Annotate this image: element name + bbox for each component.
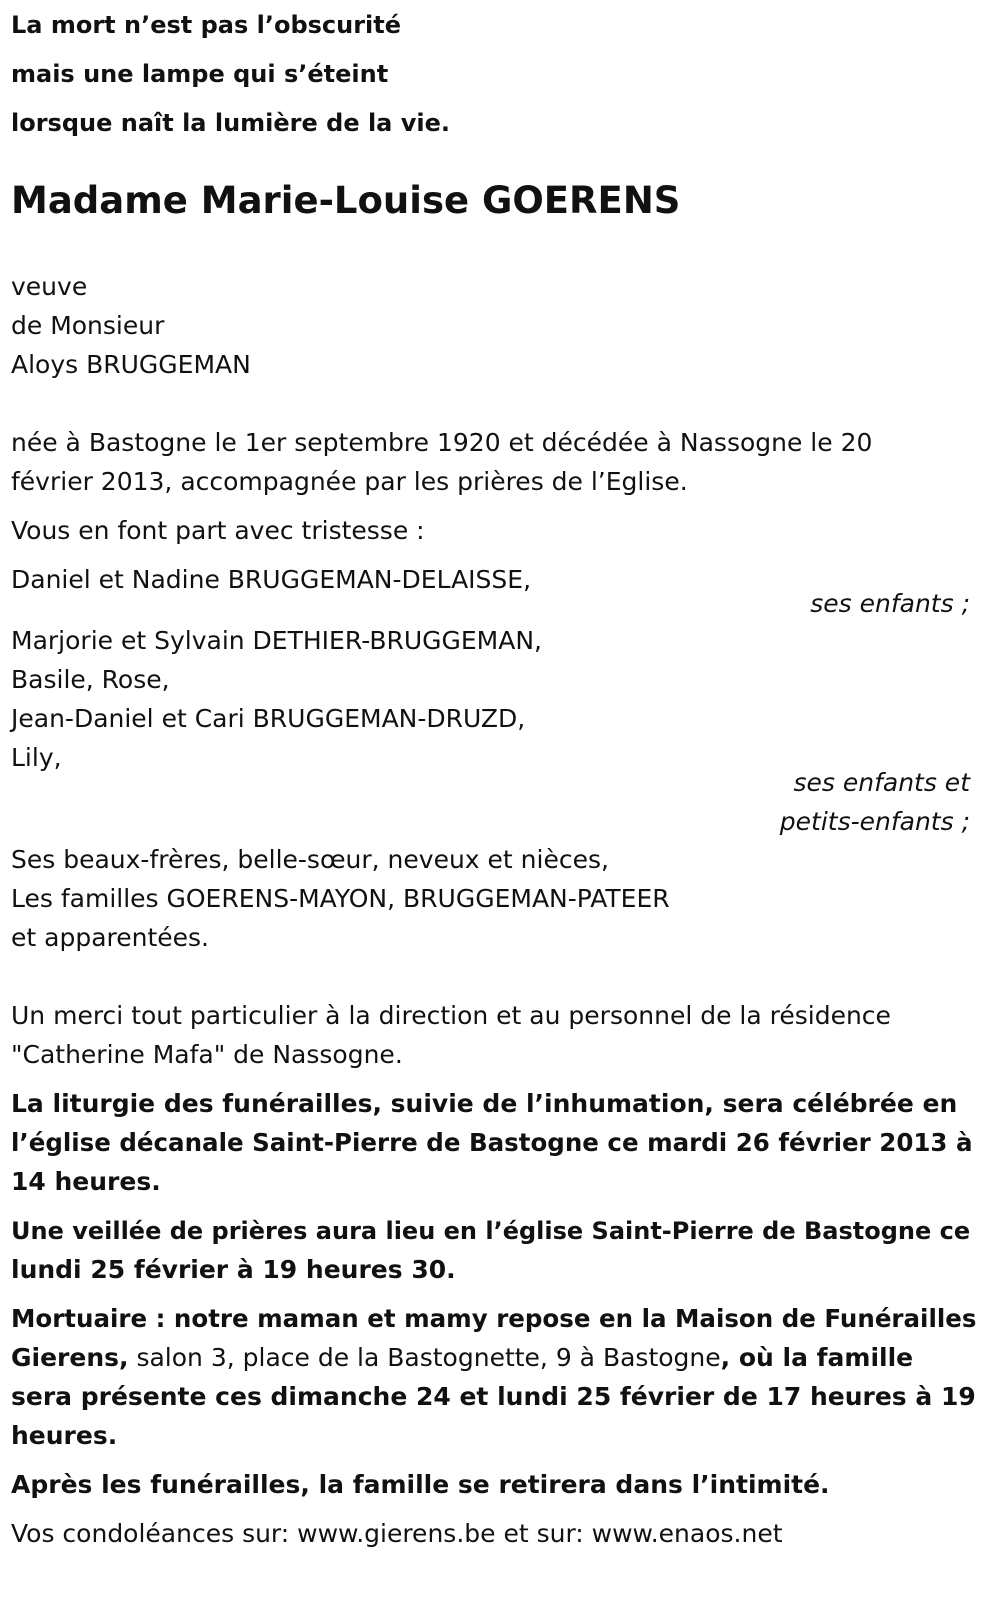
children-2-role-line-1: ses enfants et bbox=[793, 768, 970, 797]
thanks-line-2: "Catherine Mafa" de Nassogne. bbox=[11, 1040, 403, 1069]
mortuary-line-4: heures. bbox=[11, 1421, 118, 1450]
family-line-3: et apparentées. bbox=[11, 923, 209, 952]
mortuary-line-3: sera présente ces dimanche 24 et lundi 25 février de 17 heures à 19 bbox=[11, 1382, 976, 1411]
announcement: Vous en font part avec tristesse : bbox=[11, 516, 425, 545]
condolences-line: Vos condoléances sur: www.gierens.be et sur: www.enaos.net bbox=[11, 1519, 783, 1548]
liturgy-line-2: l’église décanale Saint-Pierre de Bastogne ce mardi 26 février 2013 à bbox=[11, 1128, 973, 1157]
vigil-line-1: Une veillée de prières aura lieu en l’église Saint-Pierre de Bastogne ce bbox=[11, 1217, 971, 1245]
birth-death-line-1: née à Bastogne le 1er septembre 1920 et décédée à Nassogne le 20 bbox=[11, 428, 873, 457]
thanks-line-1: Un merci tout particulier à la direction et au personnel de la résidence bbox=[11, 1001, 891, 1030]
family-line-2: Les familles GOERENS-MAYON, BRUGGEMAN-PATEER bbox=[11, 884, 670, 913]
family-line-1: Ses beaux-frères, belle-sœur, neveux et nièces, bbox=[11, 845, 609, 874]
liturgy-line-3: 14 heures. bbox=[11, 1167, 161, 1196]
children-2-line-4: Lily, bbox=[11, 743, 62, 772]
epigraph-line-1: La mort n’est pas l’obscurité bbox=[11, 11, 402, 39]
children-2-line-3: Jean-Daniel et Cari BRUGGEMAN-DRUZD, bbox=[11, 704, 526, 733]
after-funeral-note: Après les funérailles, la famille se retirera dans l’intimité. bbox=[11, 1470, 830, 1499]
children-1-line: Daniel et Nadine BRUGGEMAN-DELAISSE, bbox=[11, 565, 532, 594]
deceased-name: Madame Marie-Louise GOERENS bbox=[11, 179, 681, 222]
vigil-line-2: lundi 25 février à 19 heures 30. bbox=[11, 1255, 456, 1284]
spouse-line-2: de Monsieur bbox=[11, 311, 165, 340]
mortuary-place-name: Gierens, bbox=[11, 1343, 129, 1372]
liturgy-line-1: La liturgie des funérailles, suivie de l’inhumation, sera célébrée en bbox=[11, 1089, 958, 1118]
mortuary-address: salon 3, place de la Bastognette, 9 à Bastogne bbox=[128, 1343, 721, 1372]
spouse-line-3: Aloys BRUGGEMAN bbox=[11, 350, 251, 379]
epigraph-line-3: lorsque naît la lumière de la vie. bbox=[11, 109, 450, 137]
birth-death-line-2: février 2013, accompagnée par les prières de l’Eglise. bbox=[11, 467, 688, 496]
children-2-line-2: Basile, Rose, bbox=[11, 665, 170, 694]
children-2-role-line-2: petits-enfants ; bbox=[779, 807, 970, 836]
children-2-line-1: Marjorie et Sylvain DETHIER-BRUGGEMAN, bbox=[11, 626, 543, 655]
mortuary-family-presence: , où la famille bbox=[720, 1343, 914, 1372]
epigraph-line-2: mais une lampe qui s’éteint bbox=[11, 60, 389, 88]
mortuary-line-2 bbox=[11, 1343, 913, 1373]
spouse-line-1: veuve bbox=[11, 272, 88, 301]
mortuary-line-1: Mortuaire : notre maman et mamy repose en la Maison de Funérailles bbox=[11, 1304, 977, 1333]
children-1-role: ses enfants ; bbox=[810, 589, 970, 618]
